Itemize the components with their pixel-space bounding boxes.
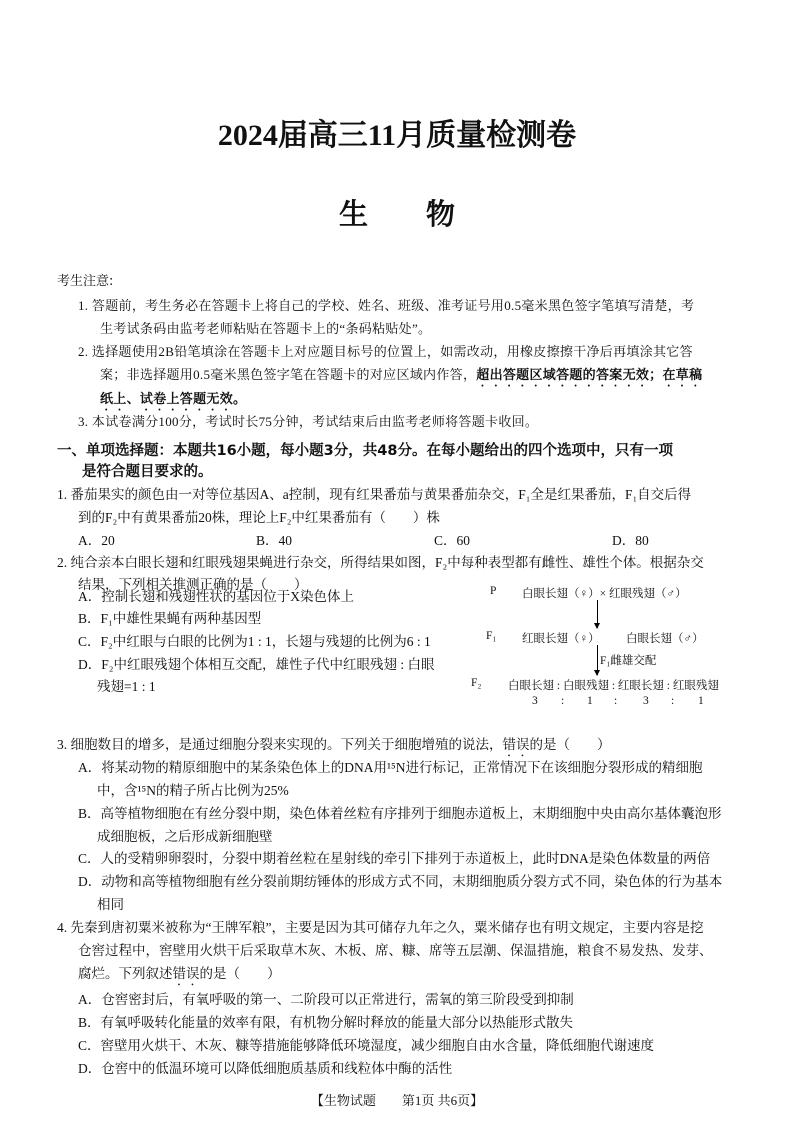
p-label: P (490, 585, 497, 597)
question-2-cont: 结果，下列相关推测正确的是（ ） (78, 577, 308, 592)
q4-option-d: D．仓窖中的低温环境可以降低细胞质基质和线粒体中酶的活性 (78, 1061, 453, 1076)
p-cross: 白眼长翅（♀）× 红眼残翅（♂） (522, 588, 687, 600)
f2-label: F₂ (471, 677, 482, 689)
q4-option-c: C．窖壁用火烘干、木灰、糠等措施能够降低环境湿度，减少细胞自由水含量，降低细胞代谢速度 (78, 1038, 655, 1053)
page-footer: 【生物试题 第1页 共6页】 (310, 1093, 484, 1108)
ratio-value: 3 (643, 695, 649, 707)
note-2-cont: 案；非选择题用0.5毫米黑色签字笔在答题卡的对应区域内作答，超出答题区域答题的答案无效；在草稿 (100, 367, 703, 382)
q1-option-c: C．60 (434, 533, 471, 548)
q3-option-c: C．人的受精卵卵裂时，分裂中期着丝粒在星射线的牵引下排列于赤道板上，此时DNA是染色体数量的两倍 (78, 851, 711, 866)
note-1-cont: 生考试条码由监考老师粘贴在答题卡上的“条码粘贴处”。 (100, 321, 432, 336)
ratio-value: 1 (698, 695, 704, 707)
question-1: 1. 番茄果实的颜色由一对等位基因A、a控制，现有红果番茄与黄果番茄杂交，F₁全是红果番茄，F₁自交后得 (57, 487, 692, 502)
arrow-down-icon (597, 645, 598, 675)
f1-male: 白眼长翅（♂） (626, 633, 704, 645)
q1-option-b: B．40 (256, 533, 293, 548)
q2-option-a: A．控制长翅和残翅性状的基因位于X染色体上 (78, 589, 354, 604)
question-1-cont: 到的F₂中有黄果番茄20株，理论上F₂中红果番茄有（ ）株 (78, 510, 440, 525)
question-4: 4. 先秦到唐初粟米被称为“王牌军粮”，主要是因为其可储存九年之久，粟米储存也有明文规定，主要内容是挖 (57, 920, 704, 935)
ratio-value: 1 (587, 695, 593, 707)
ratio-sep: : (614, 695, 618, 707)
note-2: 2. 选择题使用2B铅笔填涂在答题卡上对应题目标号的位置上，如需改动，用橡皮擦擦干净后再填涂其它答 (78, 344, 693, 359)
q2-option-d-cont: 残翅=1 : 1 (97, 679, 156, 694)
note-2-cont2: 纸上、试卷上答题无效。 (100, 391, 247, 406)
q3-option-d: D．动物和高等植物细胞有丝分裂前期纺锤体的形成方式不同，末期细胞质分裂方式不同，染色体的行为基本 (78, 874, 723, 889)
q3-option-b-cont: 成细胞板，之后形成新细胞壁 (97, 829, 273, 844)
q4-option-b: B．有氧呼吸转化能量的效率有限，有机物分解时释放的能量大部分以热能形式散失 (78, 1015, 574, 1030)
arrow-down-icon (597, 600, 598, 628)
q3-option-b: B．高等植物细胞在有丝分裂中期，染色体着丝粒有序排列于细胞赤道板上，末期细胞中央由高尔基体囊泡形 (78, 806, 722, 821)
ratio-value: 3 (532, 695, 538, 707)
q1-option-a: A．20 (78, 533, 115, 548)
ratio-sep: : (671, 695, 675, 707)
q2-option-b: B．F₁中雄性果蝇有两种基因型 (78, 611, 262, 626)
question-3: 3. 细胞数目的增多，是通过细胞分裂来实现的。下列关于细胞增殖的说法，错误的是（ ） (57, 737, 611, 752)
subject-title: 生 物 (338, 197, 455, 231)
q4-option-a: A．仓窖密封后，有氧呼吸的第一、二阶段可以正常进行，需氧的第三阶段受到抑制 (78, 992, 574, 1007)
question-4-cont: 仓窖过程中，窖壁用火烘干后采取草木灰、木板、席、糠、席等五层潮、保温措施，粮食不易发热、发芽、 (78, 943, 713, 958)
note-3: 3. 本试卷满分100分，考试时长75分钟，考试结束后由监考老师将答题卡收回。 (78, 414, 539, 429)
f1-female: 红眼长翅（♀） (522, 633, 600, 645)
f1-label: F₁ (486, 630, 497, 642)
q2-option-c: C．F₂中红眼与白眼的比例为1 : 1，长翅与残翅的比例为6 : 1 (78, 634, 431, 649)
ratio-sep: : (561, 695, 565, 707)
section-heading: 一、单项选择题：本题共16小题，每小题3分，共48分。在每小题给出的四个选项中，只有一项 (57, 443, 673, 459)
page-title: 2024届高三11月质量检测卷 (217, 119, 577, 152)
f1-mating: F₁雌雄交配 (600, 655, 657, 667)
note-1: 1. 答题前，考生务必在答题卡上将自己的学校、姓名、班级、准考证号用0.5毫米黑色签字笔填写清楚，考 (78, 298, 695, 313)
notes-heading: 考生注意: (57, 274, 114, 289)
question-2: 2. 纯合亲本白眼长翅和红眼残翅果蝇进行杂交，所得结果如图，F₂中每种表型都有雌性、雄性个体。根据杂交 (57, 555, 704, 570)
q3-option-d-cont: 相同 (97, 897, 124, 912)
q2-option-d: D．F₂中红眼残翅个体相互交配，雄性子代中红眼残翅 : 白眼 (78, 657, 435, 672)
section-heading-cont: 是符合题目要求的。 (82, 464, 213, 480)
q3-option-a: A．将某动物的精原细胞中的某条染色体上的DNA用¹⁵N进行标记，正常情况下在该细胞分裂形成的精细胞 (78, 760, 703, 775)
f2-types: 白眼长翅 : 白眼残翅 : 红眼长翅 : 红眼残翅 (508, 680, 719, 692)
q1-option-d: D．80 (612, 533, 649, 548)
question-4-cont2: 腐烂。下列叙述错误的是（ ） (78, 966, 281, 981)
q3-option-a-cont: 中，含¹⁵N的精子所占比例为25% (97, 783, 289, 798)
emphasis-text: 超出答题区域答题的答案无效；在草稿 (476, 367, 703, 382)
